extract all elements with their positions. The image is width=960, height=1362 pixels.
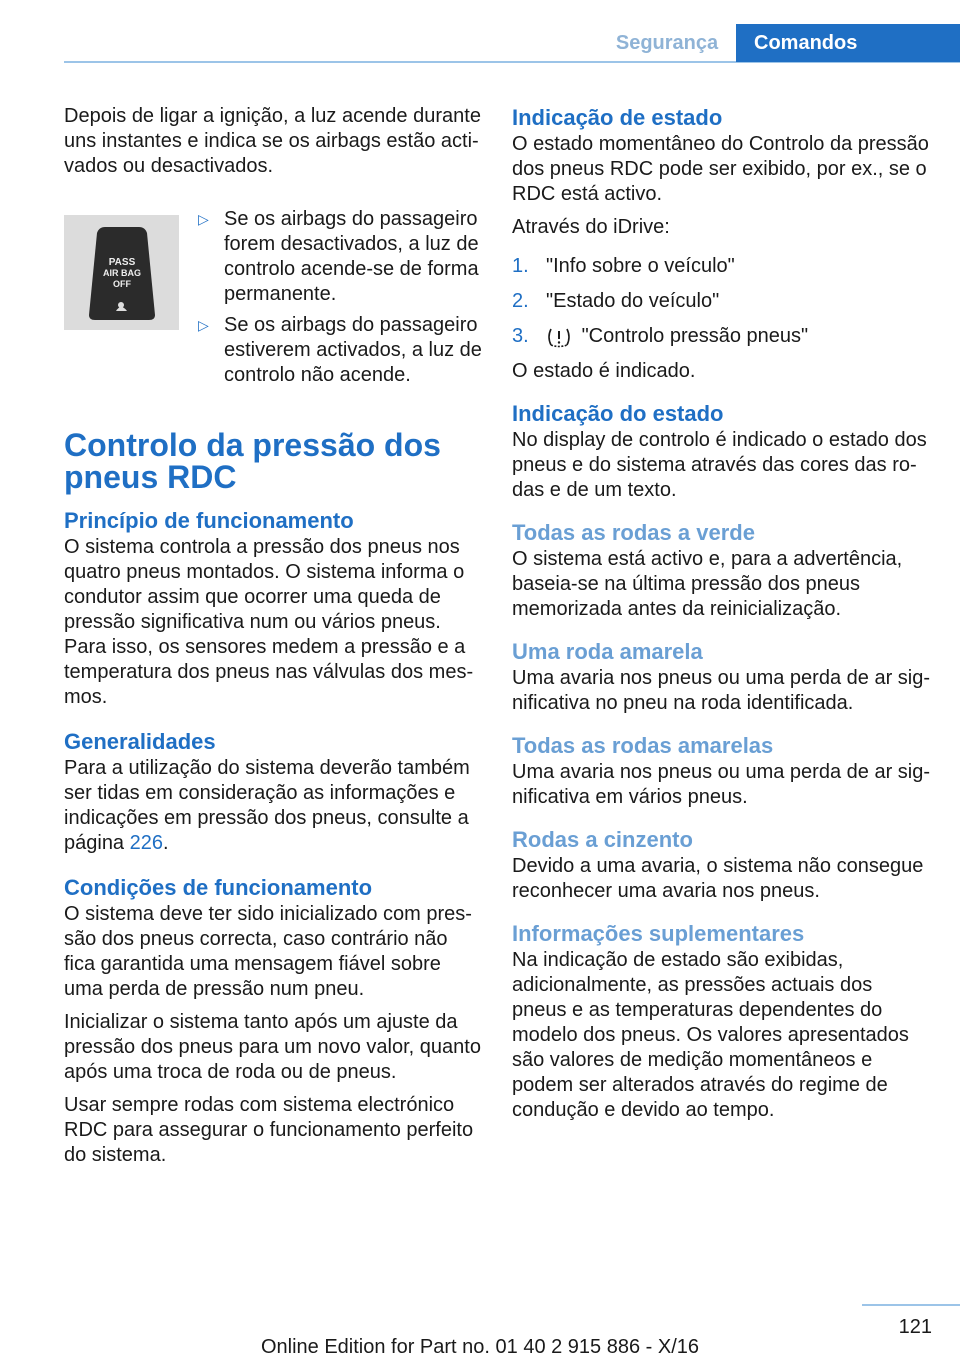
general-title: Generalidades [64, 729, 216, 754]
yellow-one-text: Uma avaria nos pneus ou uma perda de ar significativa no pneu na roda identificada. [512, 667, 931, 714]
extra-info-title: Informações suplementares [512, 921, 805, 946]
status-indication-title: Indicação de estado [512, 105, 723, 130]
edition-footer: Online Edition for Part no. 01 40 2 915 886 - X/16 [260, 1336, 700, 1358]
step-number: 3. [512, 325, 529, 347]
airbag-bullets [198, 207, 482, 394]
step-number: 2. [512, 290, 529, 312]
list-item [198, 313, 482, 388]
principle-p2: Para isso, os sensores medem a pressão e a temperatura dos pneus nas válvulas dos mesmos. [64, 636, 474, 708]
tab-comandos[interactable]: Comandos [736, 24, 960, 62]
list-item [198, 207, 482, 307]
general-end: . [163, 832, 169, 854]
yellow-all-text: Uma avaria nos pneus ou uma perda de ar significativa em vários pneus. [512, 761, 931, 808]
section-title: Controlo da pressão dos pneus RDC [64, 427, 441, 495]
general-text-paragraph [64, 756, 482, 856]
status-indication-p2: Através do iDrive: [512, 216, 670, 238]
right-column [512, 104, 932, 1131]
bullet-text: Se os airbags do passageiro forem desactivados, a luz de controlo acende-se de forma permanente. [224, 208, 479, 305]
extra-info-text: Na indicação de estado são exibidas, adicionalmente, as pressões actuais dos pneus e as temperaturas dependentes do modelo dos pneus. Os valores apresentados são valores de medição momentâneos e podem ser alterados através do regime de condução e devido ao tempo. [512, 949, 909, 1121]
status-indication-p1: O estado momentâneo do Controlo da pressão dos pneus RDC pode ser exibido, por ex., se o RDC está activo. [512, 133, 929, 205]
general-text: Para a utilização do sistema deverão também ser tidas em consideração as informações e indicações em pressão dos pneus, consulte a página [64, 757, 470, 854]
bullet-text: Se os airbags do passageiro estiverem activados, a luz de controlo não acende. [224, 314, 482, 386]
green-text: O sistema está activo e, para a advertência, baseia-se na última pressão dos pneus memorizada antes da reinicialização. [512, 548, 903, 620]
grey-text: Devido a uma avaria, o sistema não consegue reconhecer uma avaria nos pneus. [512, 855, 924, 902]
conditions-p2: Inicializar o sistema tanto após um ajuste da pressão dos pneus para um novo valor, quanto após uma troca de roda ou de pneus. [64, 1011, 481, 1083]
conditions-p1: O sistema deve ter sido inicializado com pressão dos pneus correcta, caso contrário não fica garantida uma mensagem fiável sobre uma perda de pressão num pneu. [64, 903, 472, 1000]
airbag-block [64, 207, 482, 407]
status-text-2: No display de controlo é indicado o estado dos pneus e do sistema através das cores das rodas e de um texto. [512, 429, 927, 501]
conditions-title: Condições de funcionamento [64, 875, 373, 900]
status-title-2: Indicação do estado [512, 401, 724, 426]
list-item [512, 254, 932, 279]
conditions-p3: Usar sempre rodas com sistema electrónico RDC para assegurar o funcionamento perfeito do sistema. [64, 1094, 474, 1166]
grey-title: Rodas a cinzento [512, 827, 693, 852]
principle-title: Princípio de funcionamento [64, 508, 354, 533]
list-item [512, 289, 932, 314]
tire-pressure-warning-icon [546, 326, 572, 348]
yellow-all-title: Todas as rodas amarelas [512, 733, 774, 758]
step-text: "Estado do veículo" [546, 290, 720, 312]
intro-text: Depois de ligar a ignição, a luz acende durante uns instantes e indica se os airbags estão activados ou desactivados. [64, 105, 481, 177]
step-text: "Controlo pressão pneus" [581, 325, 809, 347]
image-line-1: PASS [108, 256, 135, 268]
footer-rule [862, 1304, 960, 1306]
step-number: 1. [512, 255, 529, 277]
triangle-bullet-icon: ▷ [198, 211, 209, 227]
list-item [512, 324, 932, 349]
yellow-one-title: Uma roda amarela [512, 639, 703, 664]
airbag-switch-icon [87, 223, 157, 323]
passenger-airbag-off-image [64, 215, 179, 330]
image-line-3: OFF [112, 278, 131, 289]
triangle-bullet-icon: ▷ [198, 317, 209, 333]
status-shown: O estado é indicado. [512, 360, 696, 382]
tab-seguranca[interactable]: Segurança [615, 32, 719, 54]
green-title: Todas as rodas a verde [512, 520, 755, 545]
page-link[interactable]: 226 [129, 832, 163, 854]
left-column [64, 104, 482, 1176]
step-text: "Info sobre o veículo" [546, 255, 735, 277]
page-number: 121 [898, 1316, 932, 1338]
image-line-2: AIR BAG [102, 267, 141, 278]
principle-p1: O sistema controla a pressão dos pneus nos quatro pneus montados. O sistema informa o condutor assim que ocorrer uma queda de pressão significativa num ou vários pneus. [64, 536, 465, 633]
